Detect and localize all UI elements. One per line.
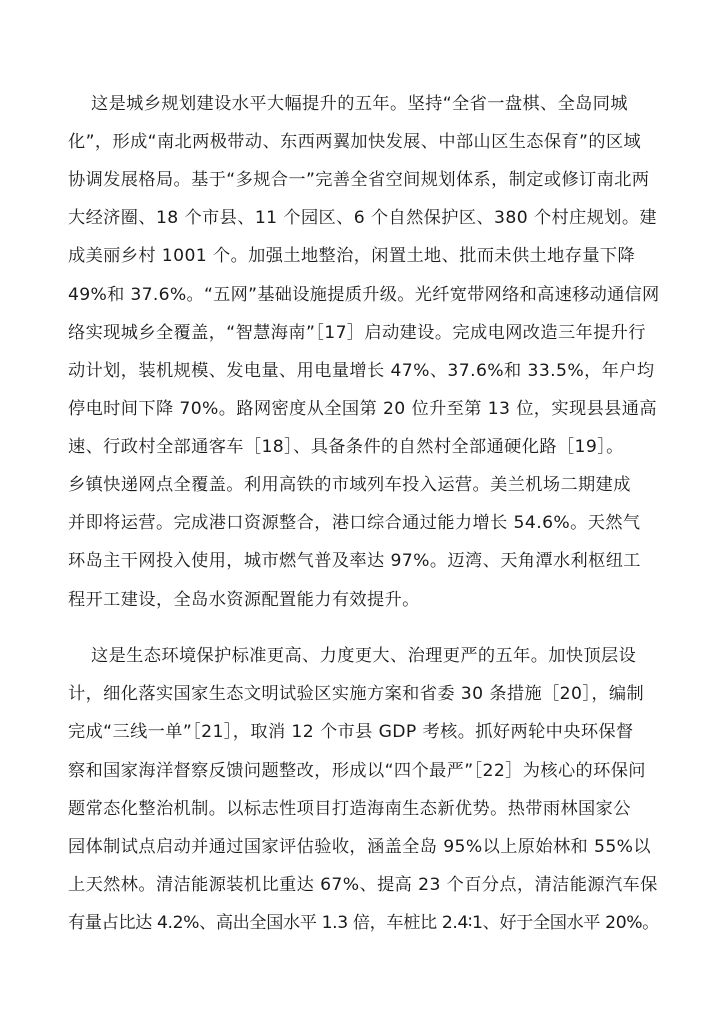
paragraph-line: 49%和 37.6%。“五网”基础设施提质升级。光纤宽带网络和高速移动通信网 bbox=[68, 285, 660, 305]
paragraph-line: 络实现城乡全覆盖，“智慧海南”［17］启动建设。完成电网改造三年提升行 bbox=[68, 323, 646, 343]
paragraph-line: 乡镇快递网点全覆盖。利用高铁的市域列车投入运营。美兰机场二期建成 bbox=[68, 475, 631, 495]
paragraph-line: 化”，形成“南北两极带动、东西两翼加快发展、中部山区生态保育”的区域 bbox=[68, 132, 642, 152]
paragraph-line: 大经济圈、18 个市县、11 个园区、6 个自然保护区、380 个村庄规划。建 bbox=[68, 208, 658, 228]
paragraph-line: 察和国家海洋督察反馈问题整改，形成以“四个最严”［22］为核心的环保问 bbox=[68, 761, 646, 781]
paragraph-line: 计，细化落实国家生态文明试验区实施方案和省委 30 条措施［20］，编制 bbox=[68, 684, 645, 704]
paragraph-line: 上天然林。清洁能源装机比重达 67%、提高 23 个百分点，清洁能源汽车保 bbox=[68, 875, 658, 895]
paragraph-line: 协调发展格局。基于“多规合一”完善全省空间规划体系，制定或修订南北两 bbox=[68, 170, 650, 190]
paragraph-line: 并即将运营。完成港口资源整合，港口综合通过能力增长 54.6%。天然气 bbox=[68, 513, 641, 533]
paragraph-line: 题常态化整治机制。以标志性项目打造海南生态新优势。热带雨林国家公 bbox=[68, 799, 631, 819]
paragraph-line: 有量占比达 4.2%、高出全国水平 1.3 倍，车桩比 2.4∶1、好于全国水平 20%。 bbox=[68, 913, 659, 933]
paragraph-line: 停电时间下降 70%。路网密度从全国第 20 位升至第 13 位，实现县县通高 bbox=[68, 399, 657, 419]
paragraph-line: 动计划，装机规模、发电量、用电量增长 47%、37.6%和 33.5%，年户均 bbox=[68, 361, 655, 381]
paragraph-line: 成美丽乡村 1001 个。加强土地整治，闲置土地、批而未供土地存量下降 bbox=[68, 246, 636, 266]
paragraph-line: 完成“三线一单”［21］，取消 12 个市县 GDP 考核。抓好两轮中央环保督 bbox=[68, 722, 634, 742]
paragraph-line: 程开工建设，全岛水资源配置能力有效提升。 bbox=[68, 590, 420, 610]
paragraph-line: 速、行政村全部通客车［18］、具备条件的自然村全部通硬化路［19］。 bbox=[68, 437, 624, 457]
paragraph-line: 这是城乡规划建设水平大幅提升的五年。坚持“全省一盘棋、全岛同城 bbox=[91, 94, 628, 114]
paragraph-line: 园体制试点启动并通过国家评估验收，涵盖全岛 95%以上原始林和 55%以 bbox=[68, 837, 651, 857]
paragraph-line: 这是生态环境保护标准更高、力度更大、治理更严的五年。加快顶层设 bbox=[91, 646, 637, 666]
paragraph-line: 环岛主干网投入使用，城市燃气普及率达 97%。迈湾、天角潭水利枢纽工 bbox=[68, 551, 641, 571]
